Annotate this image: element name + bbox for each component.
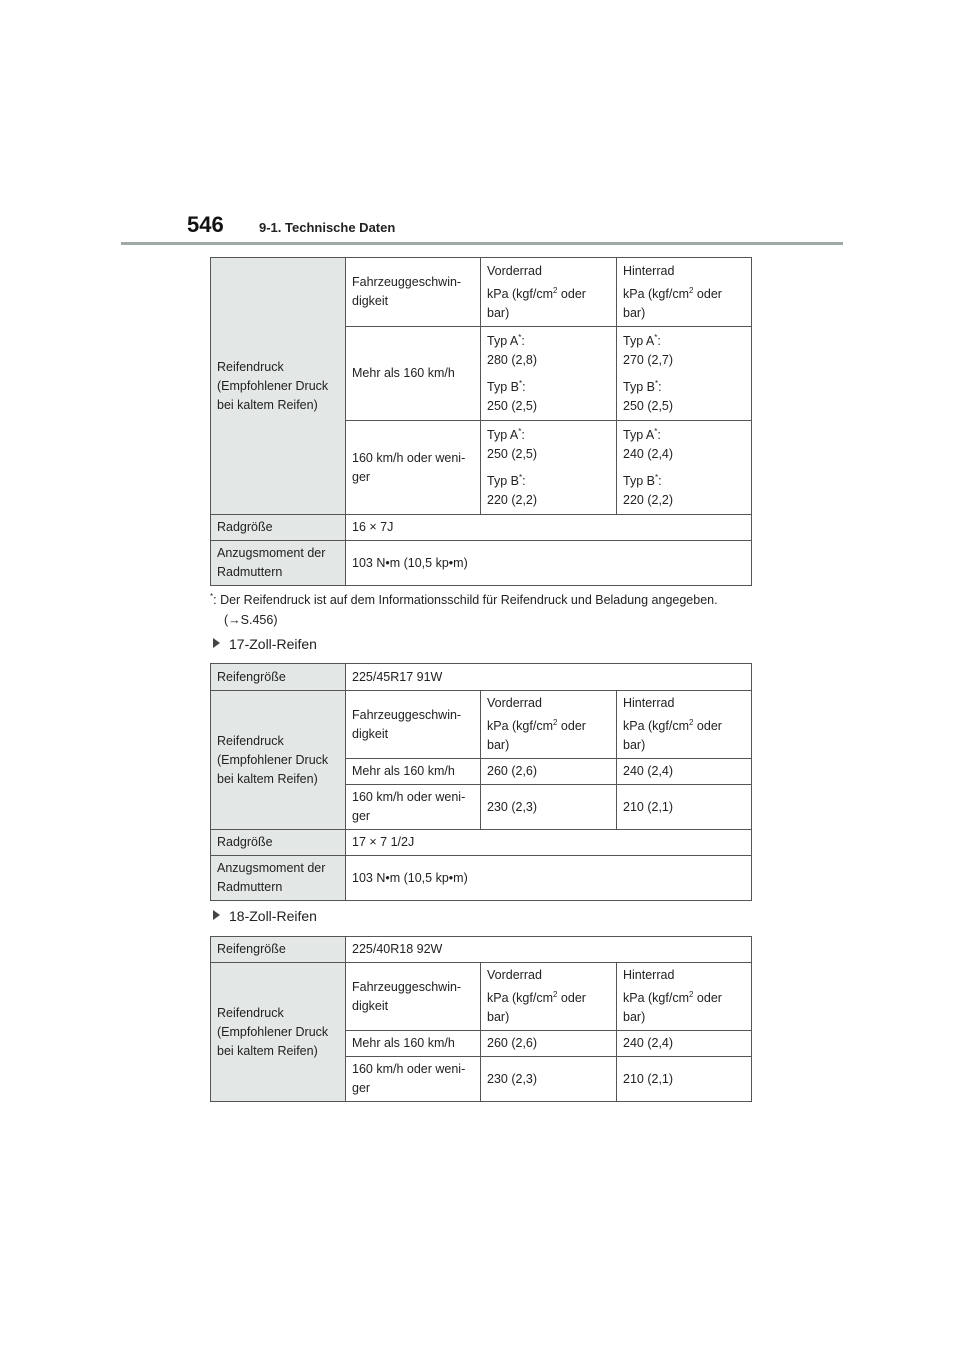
- speed-line: ger: [352, 469, 371, 484]
- type-text: Typ B: [487, 473, 519, 488]
- section-title: 9-1. Technische Daten: [259, 220, 396, 235]
- wheel-size-label: Radgröße: [211, 830, 346, 856]
- type-label: [487, 472, 610, 491]
- unit-line: [623, 989, 745, 1008]
- speed-header-line: Fahrzeuggeschwin-: [352, 979, 462, 994]
- type-label: [623, 426, 745, 445]
- speed-line: 160 km/h oder weni-: [352, 450, 466, 465]
- front-value-cell: [481, 327, 617, 421]
- pressure-label-line: (Empfohlener Druck: [217, 1024, 329, 1039]
- pressure-label-line: bei kaltem Reifen): [217, 771, 318, 786]
- footnote-star: *: [518, 332, 522, 342]
- front-value-cell: 260 (2,6): [481, 759, 617, 785]
- tire-size-label: Reifengröße: [211, 664, 346, 691]
- subsection-17-heading: [213, 636, 317, 652]
- spacer: [623, 370, 745, 378]
- colon: :: [522, 473, 526, 488]
- table-row: [211, 515, 752, 541]
- torque-label-line: Anzugsmoment der: [217, 546, 326, 560]
- speed-cell: Mehr als 160 km/h: [346, 327, 481, 421]
- type-text: Typ A: [623, 333, 655, 348]
- pressure-label-line: bei kaltem Reifen): [217, 397, 318, 412]
- type-text: Typ B: [623, 473, 655, 488]
- type-label: [623, 472, 745, 491]
- pressure-value: 220 (2,2): [623, 492, 674, 507]
- type-text: Typ B: [487, 379, 519, 394]
- torque-label: [211, 541, 346, 586]
- pressure-value: 270 (2,7): [623, 352, 674, 367]
- speed-header-cell: [346, 258, 481, 327]
- triangle-bullet-icon: [213, 910, 220, 920]
- footnote-star: *: [518, 472, 523, 482]
- front-value-cell: 260 (2,6): [481, 1031, 617, 1057]
- tire-spec-table-16: [210, 257, 752, 586]
- pressure-label-line: Reifendruck: [217, 1005, 284, 1020]
- speed-cell: [346, 1057, 481, 1102]
- front-header-cell: [481, 963, 617, 1031]
- pressure-label-cell: [211, 691, 346, 830]
- footnote-star: *: [518, 426, 522, 436]
- type-label: [487, 332, 610, 351]
- speed-header-cell: [346, 963, 481, 1031]
- rear-value-cell: 210 (2,1): [617, 785, 752, 830]
- footnote-star: *: [654, 378, 659, 388]
- wheel-size-value: 16 × 7J: [346, 515, 752, 541]
- speed-cell: [346, 421, 481, 515]
- type-label: [487, 378, 610, 397]
- footnote-line: [210, 590, 718, 610]
- colon: :: [657, 333, 661, 348]
- unit-exponent: 2: [689, 717, 694, 727]
- table-row: [211, 541, 752, 586]
- speed-header-line: Fahrzeuggeschwin-: [352, 707, 462, 722]
- pressure-value: 250 (2,5): [487, 446, 538, 461]
- unit-text: kPa (kgf/cm: [487, 286, 553, 301]
- speed-header-line: digkeit: [352, 294, 389, 308]
- pressure-label-line: (Empfohlener Druck: [217, 752, 329, 767]
- speed-header-line: digkeit: [352, 998, 389, 1013]
- unit-text: kPa (kgf/cm: [487, 719, 553, 733]
- wheel-size-label: Radgröße: [211, 515, 346, 541]
- spacer: [487, 464, 610, 472]
- rear-header-title: Hinterrad: [623, 696, 675, 710]
- unit-text: kPa (kgf/cm: [623, 719, 689, 733]
- table-row: [211, 258, 752, 327]
- front-header-title: Vorderrad: [487, 968, 542, 982]
- page-number: 546: [187, 212, 224, 237]
- unit-exponent: 2: [553, 285, 558, 295]
- unit-text: oder: [693, 991, 722, 1005]
- footnote-star: *: [210, 591, 214, 601]
- rear-value-cell: 240 (2,4): [617, 1031, 752, 1057]
- unit-line: bar): [623, 305, 646, 320]
- unit-text: oder: [693, 719, 722, 733]
- unit-text: oder: [557, 719, 586, 733]
- tire-spec-table-17: [210, 663, 752, 901]
- pressure-value: 250 (2,5): [623, 398, 674, 413]
- unit-exponent: 2: [689, 285, 694, 295]
- type-text: Typ A: [487, 427, 519, 442]
- unit-line: bar): [623, 1010, 646, 1024]
- pressure-value: 220 (2,2): [487, 492, 538, 507]
- subsection-18-heading: [213, 908, 317, 924]
- type-label: [487, 426, 610, 445]
- torque-label-line: Radmuttern: [217, 565, 283, 579]
- rear-value-cell: 240 (2,4): [617, 759, 752, 785]
- subsection-title: 17-Zoll-Reifen: [229, 636, 317, 652]
- unit-line: [487, 989, 610, 1008]
- rear-header-title: Hinterrad: [623, 968, 675, 982]
- footnote-star: *: [518, 378, 523, 388]
- table-row: [211, 963, 752, 1031]
- speed-cell: Mehr als 160 km/h: [346, 1031, 481, 1057]
- subsection-title: 18-Zoll-Reifen: [229, 908, 317, 924]
- spacer: [487, 370, 610, 378]
- footnote-star: *: [654, 472, 659, 482]
- front-header-cell: [481, 691, 617, 759]
- torque-label: [211, 856, 346, 901]
- spacer: [623, 464, 745, 472]
- torque-label-line: Anzugsmoment der: [217, 861, 326, 875]
- torque-label-line: Radmuttern: [217, 880, 283, 894]
- type-text: Typ B: [623, 379, 655, 394]
- unit-line: bar): [487, 305, 510, 320]
- rear-value-cell: [617, 421, 752, 515]
- rear-header-cell: [617, 691, 752, 759]
- unit-line: [623, 717, 745, 736]
- type-text: Typ A: [623, 427, 655, 442]
- tire-size-value: 225/45R17 91W: [346, 664, 752, 691]
- pressure-value: 280 (2,8): [487, 352, 538, 367]
- header-rule: [121, 242, 843, 245]
- footnote-star: *: [654, 426, 658, 436]
- unit-text: kPa (kgf/cm: [623, 991, 689, 1005]
- tire-size-label: Reifengröße: [211, 937, 346, 963]
- type-label: [623, 332, 745, 351]
- colon: :: [657, 427, 661, 442]
- front-value-cell: 230 (2,3): [481, 1057, 617, 1102]
- colon: :: [658, 473, 662, 488]
- torque-value: 103 N•m (10,5 kp•m): [346, 856, 752, 901]
- pressure-label-cell: [211, 258, 346, 515]
- speed-cell: [346, 785, 481, 830]
- tire-spec-table-18: [210, 936, 752, 1102]
- unit-line: [487, 285, 610, 304]
- speed-line: ger: [352, 809, 371, 823]
- footnote-text: : Der Reifendruck ist auf dem Informationsschild für Reifendruck und Beladung angegeben.: [213, 593, 718, 607]
- front-value-cell: 230 (2,3): [481, 785, 617, 830]
- unit-text: oder: [557, 991, 586, 1005]
- type-text: Typ A: [487, 333, 519, 348]
- pressure-label-cell: [211, 963, 346, 1102]
- speed-header-line: Fahrzeuggeschwin-: [352, 275, 462, 289]
- front-value-cell: [481, 421, 617, 515]
- front-header-cell: [481, 258, 617, 327]
- torque-value: 103 N•m (10,5 kp•m): [346, 541, 752, 586]
- triangle-bullet-icon: [213, 638, 220, 648]
- unit-exponent: 2: [689, 989, 694, 999]
- speed-line: ger: [352, 1081, 371, 1095]
- tire-size-value: 225/40R18 92W: [346, 937, 752, 963]
- unit-exponent: 2: [553, 717, 558, 727]
- colon: :: [522, 379, 526, 394]
- pressure-value: 250 (2,5): [487, 398, 538, 413]
- unit-line: bar): [623, 738, 646, 752]
- footnote: [210, 590, 718, 630]
- unit-text: oder: [693, 286, 722, 301]
- table-row: [211, 691, 752, 759]
- type-label: [623, 378, 745, 397]
- pressure-value: 240 (2,4): [623, 446, 674, 461]
- front-header-title: Vorderrad: [487, 263, 542, 278]
- unit-line: bar): [487, 1010, 510, 1024]
- table-row: [211, 937, 752, 963]
- speed-header-cell: [346, 691, 481, 759]
- colon: :: [658, 379, 662, 394]
- pressure-label-line: bei kaltem Reifen): [217, 1043, 318, 1058]
- pressure-label-line: Reifendruck: [217, 733, 284, 748]
- pressure-label-line: (Empfohlener Druck: [217, 378, 329, 393]
- footnote-star: *: [654, 332, 658, 342]
- unit-line: [623, 285, 745, 304]
- rear-header-cell: [617, 258, 752, 327]
- unit-text: kPa (kgf/cm: [487, 991, 553, 1005]
- unit-text: oder: [557, 286, 586, 301]
- rear-value-cell: 210 (2,1): [617, 1057, 752, 1102]
- colon: :: [521, 427, 525, 442]
- page-reference-link[interactable]: (→S.456): [224, 613, 278, 627]
- unit-text: kPa (kgf/cm: [623, 286, 689, 301]
- speed-line: 160 km/h oder weni-: [352, 1062, 466, 1076]
- front-header-title: Vorderrad: [487, 696, 542, 710]
- pressure-label-line: Reifendruck: [217, 359, 284, 374]
- speed-header-line: digkeit: [352, 726, 389, 741]
- speed-cell: Mehr als 160 km/h: [346, 759, 481, 785]
- table-row: [211, 856, 752, 901]
- wheel-size-value: 17 × 7 1/2J: [346, 830, 752, 856]
- rear-header-title: Hinterrad: [623, 263, 675, 278]
- unit-exponent: 2: [553, 989, 558, 999]
- rear-value-cell: [617, 327, 752, 421]
- table-row: [211, 830, 752, 856]
- unit-line: bar): [487, 738, 510, 752]
- speed-line: 160 km/h oder weni-: [352, 790, 466, 804]
- rear-header-cell: [617, 963, 752, 1031]
- colon: :: [521, 333, 525, 348]
- table-row: [211, 664, 752, 691]
- unit-line: [487, 717, 610, 736]
